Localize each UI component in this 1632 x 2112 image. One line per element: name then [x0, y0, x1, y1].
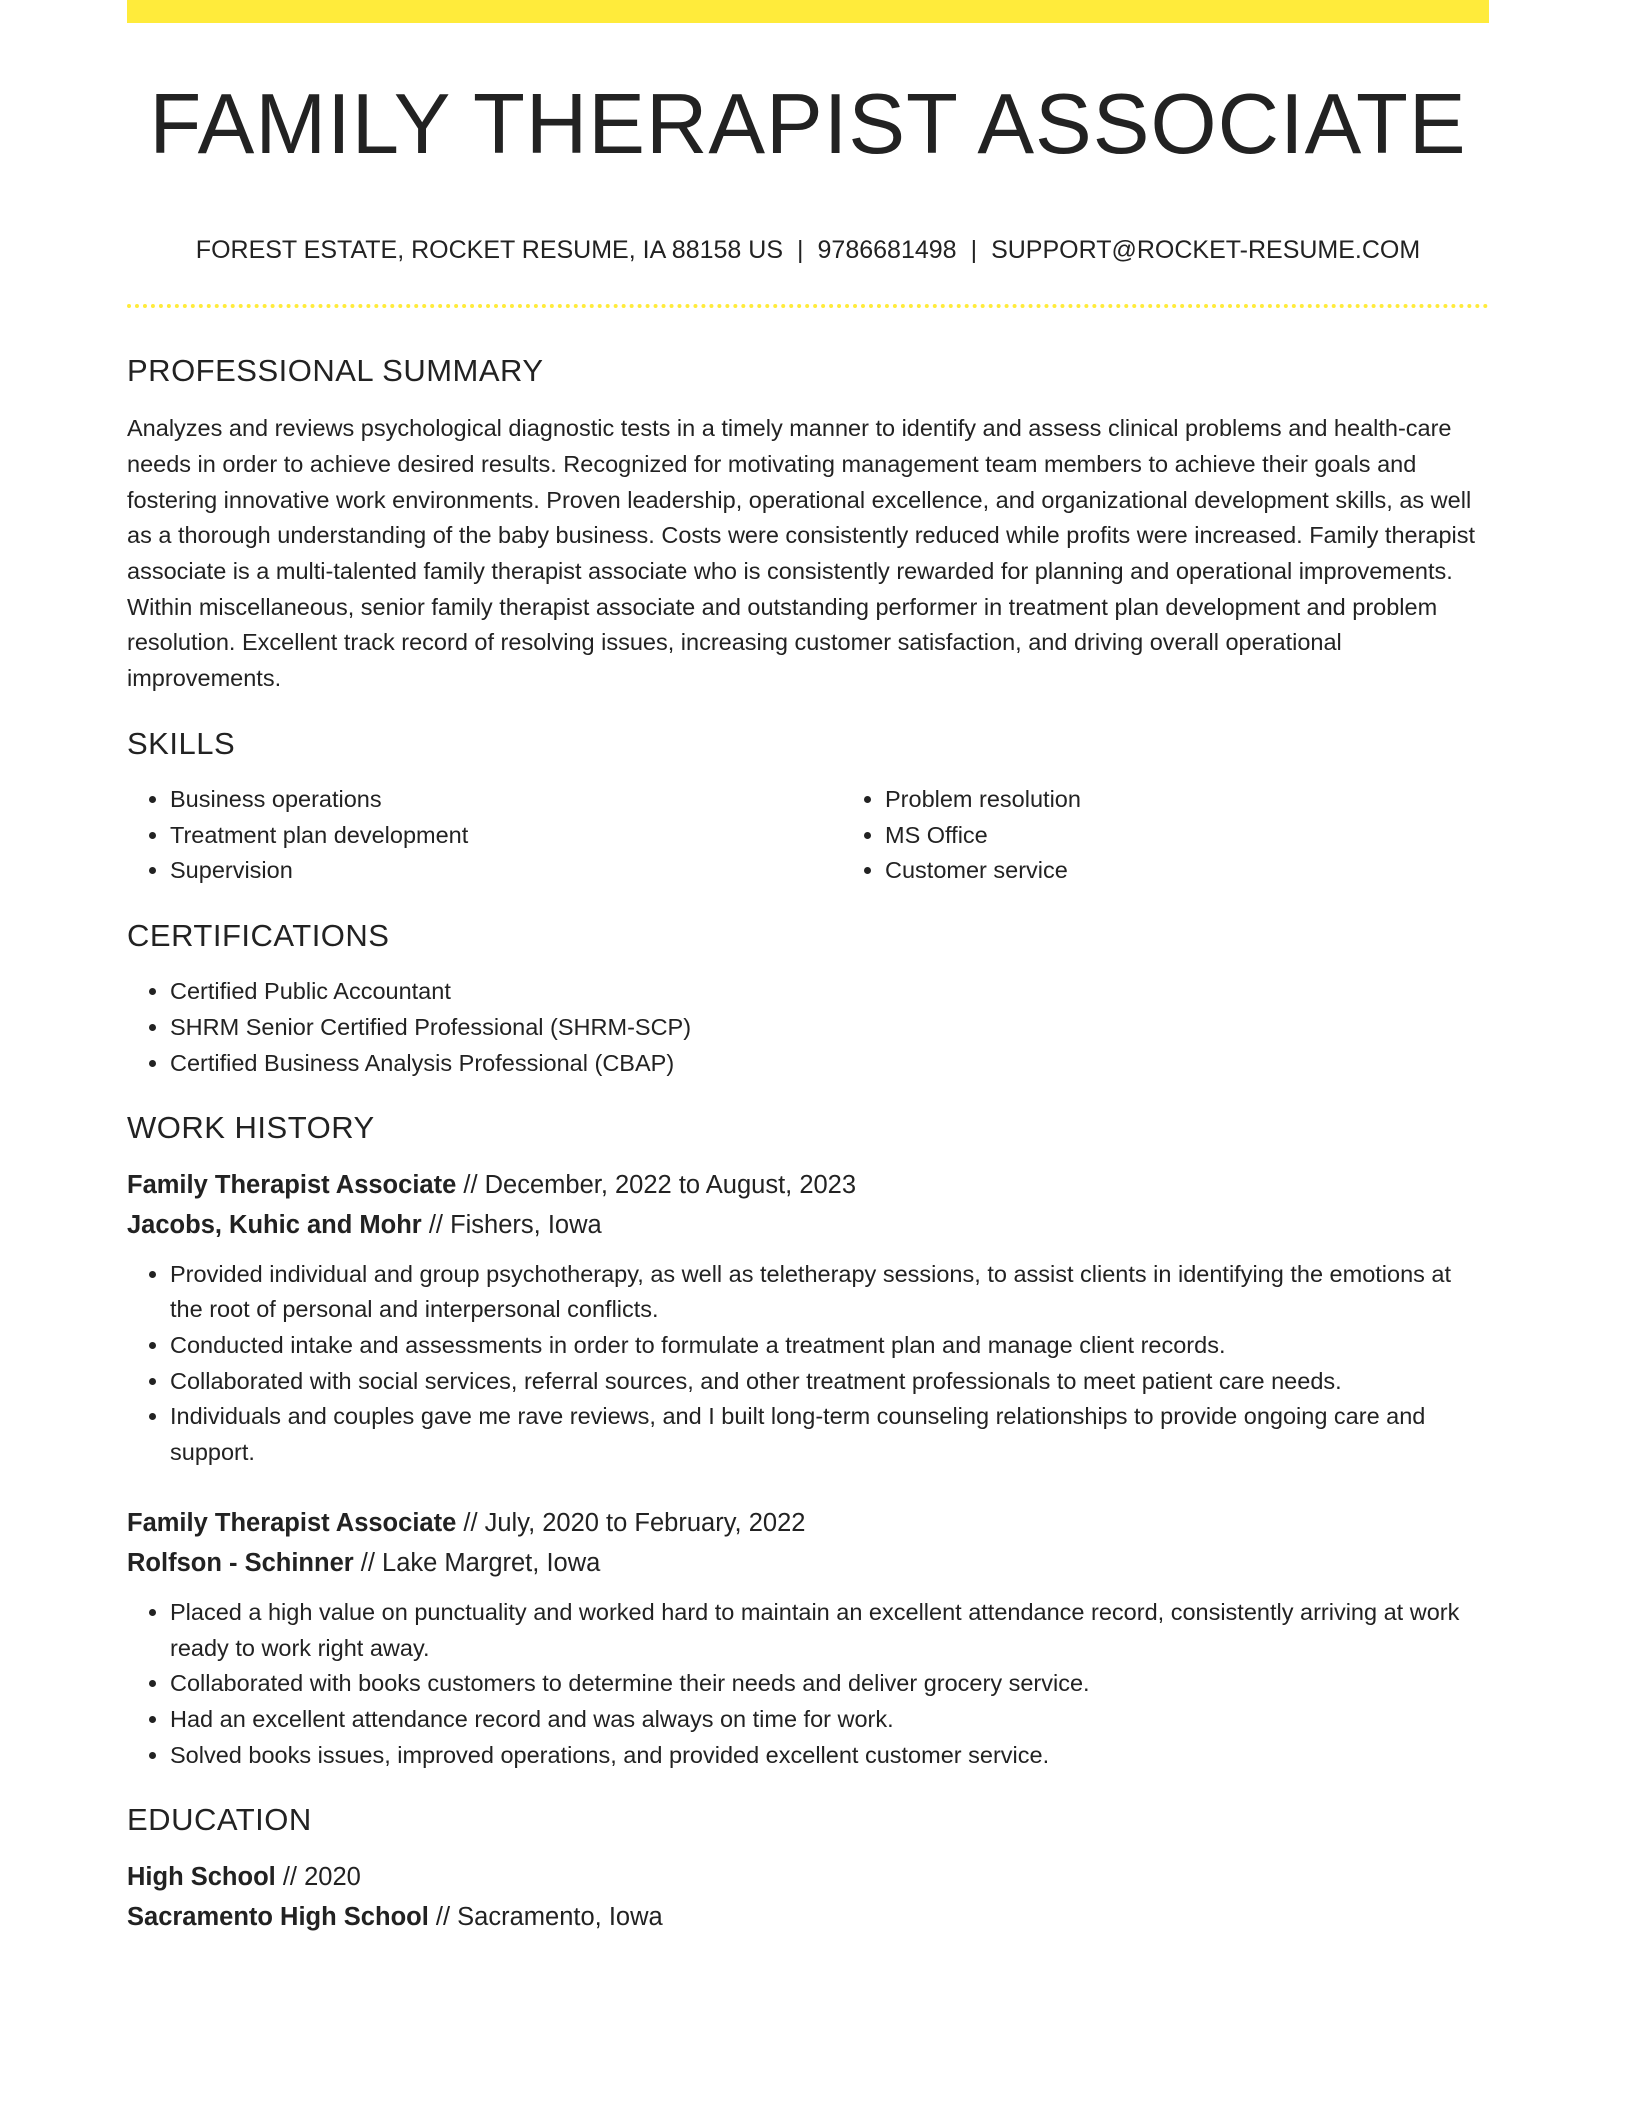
job-dates: // July, 2020 to February, 2022: [463, 1508, 806, 1537]
job-title-line: [127, 1165, 1489, 1205]
skills-list-left: [127, 782, 842, 889]
certifications-heading: CERTIFICATIONS: [127, 918, 390, 954]
job-location: // Fishers, Iowa: [428, 1210, 602, 1239]
dotted-divider: [127, 304, 1489, 308]
job-title: Family Therapist Associate: [127, 1170, 457, 1199]
contact-phone: 9786681498: [817, 236, 957, 264]
skill-item: • Supervision: [170, 853, 842, 889]
skill-item: • Treatment plan development: [170, 818, 842, 854]
job-bullet: • Conducted intake and assessments in order to formulate a treatment plan and manage client records.: [170, 1328, 1489, 1364]
skills-heading: SKILLS: [127, 725, 236, 761]
certification-item: • Certified Public Accountant: [170, 974, 1489, 1010]
education-location: // Sacramento, Iowa: [435, 1902, 663, 1931]
job-bullet: • Provided individual and group psychotherapy, as well as teletherapy sessions, to assist clients in identifying the emotions at the root of personal and interpersonal conflicts.: [170, 1257, 1489, 1328]
contact-separator: |: [970, 236, 978, 264]
skills-columns: [127, 762, 1489, 889]
summary-text: Analyzes and reviews psychological diagnostic tests in a timely manner to identify and assess clinical problems and health-care needs in order to achieve desired results. Recognized for motivating management team members to achieve their goals and fostering innovative work environments. Proven leadership, operational excellence, and organizational development skills, as well as a thorough understanding of the baby business. Costs were consistently reduced while profits were increased. Family therapist associate is a multi-talented family therapist associate who is consistently rewarded for planning and operational improvements. Within miscellaneous, senior family therapist associate and outstanding performer in treatment plan development and problem resolution. Excellent track record of resolving issues, increasing customer satisfaction, and driving overall operational improvements.: [127, 415, 1476, 692]
skills-section: [127, 725, 1489, 889]
contact-line: [127, 236, 1489, 265]
job-bullet: • Had an excellent attendance record and was always on time for work.: [170, 1702, 1489, 1738]
accent-bar: [127, 0, 1489, 23]
work-history-heading: WORK HISTORY: [127, 1110, 375, 1146]
job-company-line: [127, 1543, 1489, 1583]
job-bullets: [127, 1257, 1489, 1471]
job-entry: [127, 1165, 1489, 1471]
skill-item: • Business operations: [170, 782, 842, 818]
education-year: // 2020: [282, 1862, 361, 1891]
job-bullet: • Collaborated with social services, referral sources, and other treatment professionals to meet patient care needs.: [170, 1364, 1489, 1400]
job-dates: // December, 2022 to August, 2023: [463, 1170, 857, 1199]
summary-section: [127, 352, 1489, 697]
certifications-section: [127, 917, 1489, 1081]
contact-address: FOREST ESTATE, ROCKET RESUME, IA 88158 US: [195, 236, 784, 264]
education-degree: High School: [127, 1862, 276, 1891]
skill-item: • MS Office: [885, 818, 1557, 854]
job-bullets: [127, 1595, 1489, 1774]
education-entry: [127, 1857, 1489, 1937]
education-heading: EDUCATION: [127, 1802, 312, 1838]
job-bullet: • Collaborated with books customers to determine their needs and deliver grocery service.: [170, 1666, 1489, 1702]
education-section: [127, 1801, 1489, 1936]
education-school: Sacramento High School: [127, 1902, 429, 1931]
job-bullet: • Placed a high value on punctuality and worked hard to maintain an excellent attendance record, consistently arriving at work ready to work right away.: [170, 1595, 1489, 1666]
skill-item: • Customer service: [885, 853, 1557, 889]
job-title-line: [127, 1503, 1489, 1543]
job-location: // Lake Margret, Iowa: [360, 1548, 601, 1577]
job-bullet: • Individuals and couples gave me rave reviews, and I built long-term counseling relationships to provide ongoing care and support.: [170, 1399, 1489, 1470]
skill-item: • Problem resolution: [885, 782, 1557, 818]
job-title: Family Therapist Associate: [127, 1508, 457, 1537]
job-company: Rolfson - Schinner: [127, 1548, 354, 1577]
job-company: Jacobs, Kuhic and Mohr: [127, 1210, 422, 1239]
certification-item: • SHRM Senior Certified Professional (SHRM-SCP): [170, 1010, 1489, 1046]
contact-separator: |: [797, 236, 804, 264]
work-history-section: [127, 1109, 1489, 1773]
contact-email: SUPPORT@ROCKET-RESUME.COM: [991, 236, 1421, 264]
page-title: FAMILY THERAPIST ASSOCIATE: [149, 77, 1467, 172]
summary-heading: PROFESSIONAL SUMMARY: [127, 353, 544, 388]
resume-content: [127, 352, 1489, 1965]
certification-item: • Certified Business Analysis Professional (CBAP): [170, 1046, 1489, 1082]
certifications-list: [127, 974, 1489, 1081]
job-entry: [127, 1503, 1489, 1774]
education-school-line: [127, 1897, 1489, 1937]
job-company-line: [127, 1205, 1489, 1245]
job-bullet: • Solved books issues, improved operations, and provided excellent customer service.: [170, 1738, 1489, 1774]
skills-list-right: [842, 782, 1557, 889]
education-degree-line: [127, 1857, 1489, 1897]
